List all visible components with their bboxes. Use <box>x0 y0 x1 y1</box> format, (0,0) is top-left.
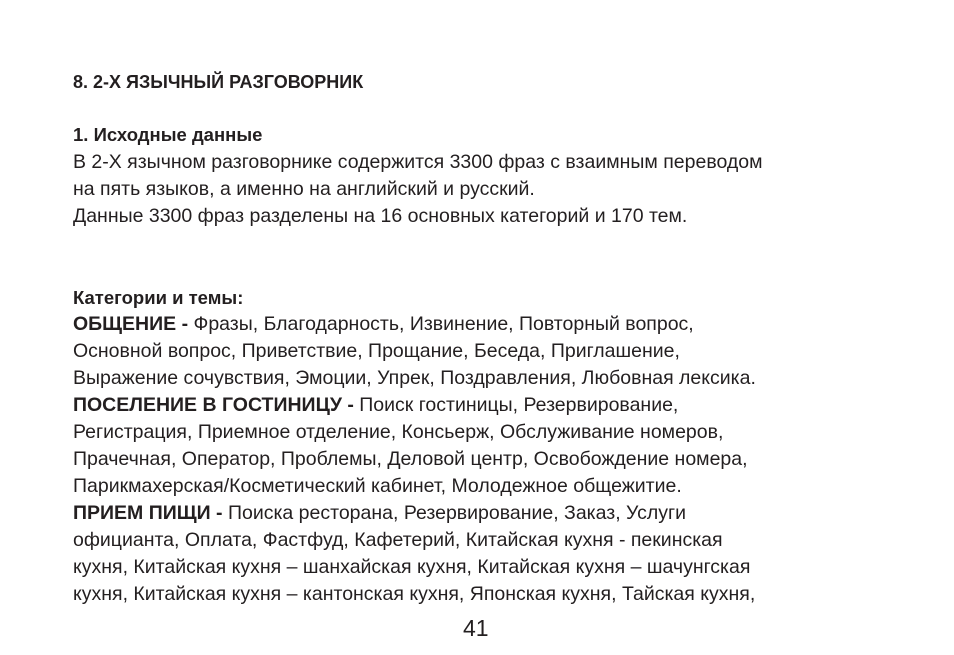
category-line <box>73 581 756 608</box>
category-line <box>73 338 756 365</box>
category-line <box>73 392 756 419</box>
section-heading: 1. Исходные данные <box>73 124 263 145</box>
category-line <box>73 500 756 527</box>
category-line <box>73 473 756 500</box>
category-line <box>73 527 756 554</box>
category-label: ПРИЕМ ПИЩИ - <box>73 502 228 524</box>
category-text: кухня, Китайская кухня – кантонская кухня, Японская кухня, Тайская кухня, <box>73 583 756 605</box>
category-text: Парикмахерская/Косметический кабинет, Молодежное общежитие. <box>73 475 682 497</box>
categories-list <box>73 311 756 608</box>
page-number: 41 <box>463 615 489 641</box>
category-label: ОБЩЕНИЕ - <box>73 313 194 335</box>
intro-line: на пять языков, а именно на английский и русский. <box>73 178 535 200</box>
category-text: Фразы, Благодарность, Извинение, Повторный вопрос, <box>193 313 694 335</box>
category-text: официанта, Оплата, Фастфуд, Кафетерий, Китайская кухня - пекинская <box>73 529 723 551</box>
category-text: Прачечная, Оператор, Проблемы, Деловой центр, Освобождение номера, <box>73 448 748 470</box>
intro-paragraph <box>73 149 763 230</box>
intro-line: Данные 3300 фраз разделены на 16 основных категорий и 170 тем. <box>73 205 688 227</box>
category-line <box>73 554 756 581</box>
category-line <box>73 419 756 446</box>
category-line <box>73 365 756 392</box>
category-text: Регистрация, Приемное отделение, Консьерж, Обслуживание номеров, <box>73 421 724 443</box>
category-text: кухня, Китайская кухня – шанхайская кухня, Китайская кухня – шачунгская <box>73 556 751 578</box>
category-label: ПОСЕЛЕНИЕ В ГОСТИНИЦУ - <box>73 394 360 416</box>
category-line <box>73 311 756 338</box>
category-line <box>73 446 756 473</box>
chapter-title: 8. 2-Х ЯЗЫЧНЫЙ РАЗГОВОРНИК <box>73 72 364 92</box>
category-text: Поиска ресторана, Резервирование, Заказ, Услуги <box>227 502 687 524</box>
category-text: Основной вопрос, Приветствие, Прощание, Беседа, Приглашение, <box>73 340 680 362</box>
intro-line: В 2-Х язычном разговорнике содержится 3300 фраз с взаимным переводом <box>73 151 763 173</box>
category-text: Выражение сочувствия, Эмоции, Упрек, Поздравления, Любовная лексика. <box>73 367 756 389</box>
category-text: Поиск гостиницы, Резервирование, <box>359 394 679 416</box>
categories-heading: Категории и темы: <box>73 287 244 308</box>
